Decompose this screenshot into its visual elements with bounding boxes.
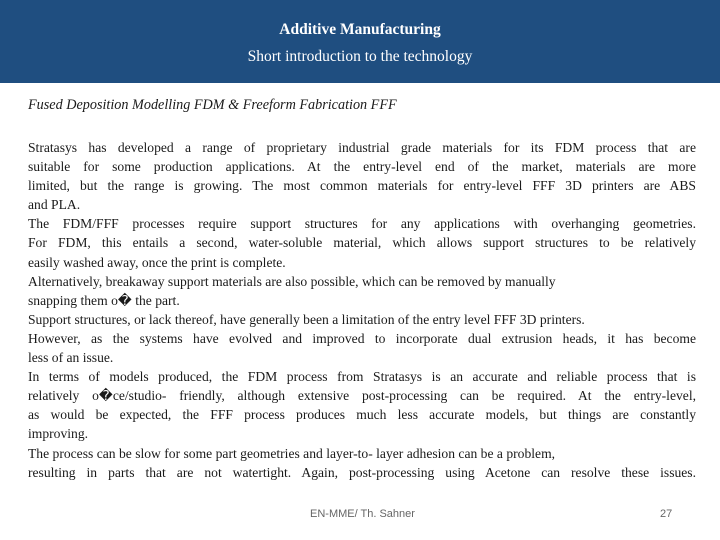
body-text-line: In terms of models produced, the FDM process from Stratasys is an accurate and reliable process that is — [28, 369, 696, 385]
body-text-line: less of an issue. — [28, 350, 114, 366]
title-banner — [0, 0, 720, 83]
body-text-line: easily washed away, once the print is complete. — [28, 254, 286, 270]
body-text-line: improving. — [28, 426, 89, 442]
page-number: 27 — [660, 508, 673, 520]
body-text-line: resulting in parts that are not watertight. Again, post-processing using Acetone can resolve these issues. — [28, 464, 696, 480]
body-text-line: For FDM, this entails a second, water-soluble material, which allows support structures to be relatively — [28, 235, 696, 251]
body-text-line: Alternatively, breakaway support materials are also possible, which can be removed by manually — [28, 273, 556, 289]
body-text-line: Support structures, or lack thereof, have generally been a limitation of the entry level FFF 3D printers. — [28, 311, 585, 327]
body-text-line: relatively o�ce/studio- friendly, although extensive post-processing can be required. At the entry-level, — [28, 388, 696, 404]
body-text-line: However, as the systems have evolved and improved to incorporate dual extrusion heads, it has become — [28, 330, 696, 346]
slide-title: Additive Manufacturing — [279, 21, 441, 38]
body-text-line: Stratasys has developed a range of proprietary industrial grade materials for its FDM process that are — [28, 140, 696, 155]
slide-body — [28, 96, 696, 482]
slide-subtitle: Short introduction to the technology — [247, 48, 473, 65]
body-text-line: and PLA. — [28, 197, 81, 213]
body-text-line: suitable for some production applications. At the entry-level end of the market, materials are more — [28, 159, 696, 175]
section-heading: Fused Deposition Modelling FDM & Freeform Fabrication FFF — [28, 97, 397, 113]
body-text-line: The process can be slow for some part geometries and layer-to- layer adhesion can be a problem, — [28, 445, 556, 461]
body-text-line: as would be expected, the FFF process produces much less accurate models, but things are constantly — [28, 407, 696, 423]
footer-author: EN-MME/ Th. Sahner — [310, 508, 415, 520]
body-text-line: The FDM/FFF processes require support structures for any applications with overhanging geometries. — [28, 216, 696, 232]
body-text-line: snapping them o� the part. — [28, 292, 180, 308]
body-text-line: limited, but the range is growing. The most common materials for entry-level FFF 3D printers are ABS — [28, 178, 696, 194]
